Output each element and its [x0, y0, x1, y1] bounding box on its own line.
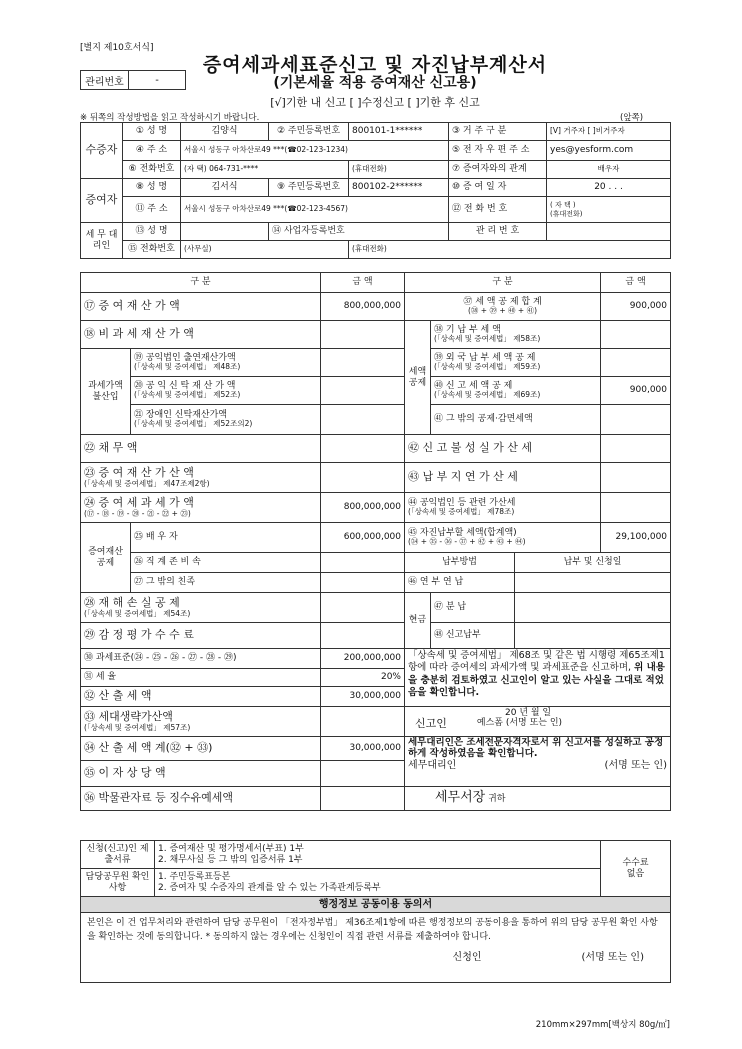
value-20[interactable] — [321, 377, 405, 405]
row-32: ㉜ 산 출 세 액 — [81, 687, 321, 707]
value-41[interactable] — [601, 405, 671, 435]
check-doc-2: 2. 증여자 및 수증자의 관계를 알 수 있는 가족관계등록부 — [158, 882, 381, 893]
row-18: ⑱ 비 과 세 재 산 가 액 — [81, 321, 321, 349]
submit-docs — [155, 841, 601, 869]
row-35: ㉟ 이 자 상 당 액 — [81, 761, 321, 787]
row-24-sub: (⑰ - ⑱ - ⑲ - ⑳ - ㉑ - ㉒ + ㉓) — [84, 508, 191, 518]
donor-date-label: ⑩ 증 여 일 자 — [449, 179, 547, 197]
row-38 — [431, 321, 601, 349]
value-27[interactable] — [321, 573, 405, 593]
recipient-rrn-label: ② 주민등록번호 — [269, 123, 349, 141]
value-48[interactable] — [515, 623, 671, 649]
row-44-label: ㊹ 공익법인 등 관련 가산세 — [408, 498, 516, 509]
row-28-sub: (「상속세 및 증여세법」 제54조) — [84, 608, 191, 618]
value-45[interactable]: 29,100,000 — [601, 523, 671, 553]
row-31: ㉛ 세 율 — [81, 669, 321, 687]
management-number-label: 관리번호 — [81, 71, 129, 89]
agent-confirm — [405, 737, 671, 787]
check-docs — [155, 869, 601, 897]
agent-mgmt[interactable] — [547, 223, 671, 241]
form-id: [별지 제10호서식] — [80, 43, 154, 53]
recipient-rrn[interactable]: 800101-1****** — [349, 123, 449, 141]
agent-phone-label: ⑮ 전화번호 — [123, 241, 181, 259]
declaration-bold: 위 내용을 충분히 검토하였고 신고인이 알고 있는 사실을 그대로 적었음을 확인합니다. — [408, 662, 665, 699]
consent-title: 행정정보 공동이용 동의서 — [81, 897, 671, 913]
submit-doc-2: 2. 채무사실 등 그 밖의 입증서류 1부 — [158, 854, 303, 865]
row-40-sub: (「상속세 및 증여세법」 제69조) — [434, 390, 541, 400]
value-38[interactable] — [601, 321, 671, 349]
row-28-label: ㉘ 재 해 손 실 공 제 — [84, 595, 180, 609]
row-41: ㊶ 그 밖의 공제·감면세액 — [431, 405, 601, 435]
donor-group: 증여자 — [81, 179, 123, 223]
row-42: ㊷ 신 고 불 성 실 가 산 세 — [405, 435, 601, 463]
value-43[interactable] — [601, 463, 671, 493]
value-21[interactable] — [321, 405, 405, 435]
instruction-note: ※ 뒤쪽의 작성방법을 읽고 작성하시기 바랍니다. — [80, 113, 260, 123]
recipient-group: 수증자 — [81, 123, 123, 179]
check-label: 담당공무원 확인사항 — [81, 869, 155, 897]
row-37-label: ㊲ 세 액 공 제 합 계 — [463, 297, 542, 308]
agent-group: 세 무 대리인 — [81, 223, 123, 259]
recipient-phone[interactable]: (자 택) 064-731-**** — [181, 161, 349, 179]
left-header-amount: 금 액 — [321, 273, 405, 293]
addin-group: 과세가액 불산입 — [81, 349, 131, 435]
tax-office — [405, 787, 671, 811]
value-47[interactable] — [515, 593, 671, 623]
filing-type[interactable]: [√]기한 내 신고 [ ]수정신고 [ ]기한 후 신고 — [270, 96, 480, 109]
donor-phone: ( 자 택 ) — [550, 201, 576, 210]
value-32[interactable]: 30,000,000 — [321, 687, 405, 707]
row-29: ㉙ 감 정 평 가 수 수 료 — [81, 623, 321, 649]
page-subtitle: (기본세율 적용 증여재산 신고용) — [273, 75, 477, 91]
recipient-residence-label: ③ 거 주 구 분 — [449, 123, 547, 141]
row-40 — [431, 377, 601, 405]
agent-phone[interactable]: (사무실) — [181, 241, 349, 259]
row-23-label: ㉓ 증 여 재 산 가 산 액 — [84, 465, 194, 479]
consent-sign[interactable]: (서명 또는 인) — [581, 952, 644, 963]
recipient-address[interactable]: 서울시 성동구 아차산로49 ***(☎02-123-1234) — [181, 141, 449, 161]
donor-address-label: ⑪ 주 소 — [123, 197, 181, 223]
value-25[interactable]: 600,000,000 — [321, 523, 405, 553]
recipient-relation-label: ⑦ 증여자와의 관계 — [449, 161, 547, 179]
value-22[interactable] — [321, 435, 405, 463]
row-30: ㉚ 과세표준(㉔ - ㉕ - ㉖ - ㉗ - ㉘ - ㉙) — [81, 649, 321, 669]
value-19[interactable] — [321, 349, 405, 377]
value-42[interactable] — [601, 435, 671, 463]
row-33-label: ㉝ 세대생략가산액 — [84, 709, 173, 723]
declaration-date[interactable]: 20 년 월 일 — [505, 708, 552, 718]
value-30[interactable]: 200,000,000 — [321, 649, 405, 669]
value-24[interactable]: 800,000,000 — [321, 493, 405, 523]
cash-group: 현금 — [405, 593, 431, 649]
row-26: ㉖ 직 계 존 비 속 — [131, 553, 321, 573]
recipient-address-label: ④ 주 소 — [123, 141, 181, 161]
donor-phone-cell[interactable] — [547, 197, 671, 223]
consent-text: 본인은 이 건 업무처리와 관련하여 담당 공무원이 「전자정부법」 제36조제1항에 따른 행정정보의 공동이용을 통하여 위의 담당 공무원 확인 사항을 확인하는 것에 동의합니다. * 동의하지 않는 경우에는 신청인이 직접 관련 서류를 제출하여야 합니다. — [87, 918, 658, 942]
value-39[interactable] — [601, 349, 671, 377]
applicant-sign[interactable]: 예스폼 (서명 또는 인) — [476, 718, 563, 729]
agent-mobile[interactable]: (휴대전화) — [349, 241, 671, 259]
row-25: ㉕ 배 우 자 — [131, 523, 321, 553]
row-24-label: ㉔ 증 여 세 과 세 가 액 — [84, 495, 194, 509]
row-20-label: ⑳ 공 익 신 탁 재 산 가 액 — [134, 381, 236, 392]
donor-rrn[interactable]: 800102-2****** — [349, 179, 449, 197]
consent-body — [81, 913, 671, 983]
row-44-sub: (「상속세 및 증여세법」 제78조) — [408, 507, 515, 517]
recipient-relation[interactable]: 배우자 — [547, 161, 671, 179]
consent-signer: 신청인 — [452, 952, 482, 963]
recipient-phone-label: ⑥ 전화번호 — [123, 161, 181, 179]
paper-spec: 210mm×297mm[백상지 80g/㎡] — [535, 1020, 670, 1030]
tax-office-name: 세무서장 — [435, 790, 486, 806]
row-43: ㊸ 납 부 지 연 가 산 세 — [405, 463, 601, 493]
row-23-sub: (「상속세 및 증여세법」 제47조제2항) — [84, 478, 210, 488]
agent-confirm-sign[interactable]: (서명 또는 인) — [604, 759, 668, 771]
value-46[interactable] — [515, 573, 671, 593]
agent-name[interactable] — [181, 223, 269, 241]
row-21-label: ㉑ 장애인 신탁재산가액 — [134, 410, 227, 421]
submit-doc-1: 1. 증여재산 및 평가명세서(부표) 1부 — [158, 844, 304, 855]
applicant-block — [405, 707, 671, 737]
donor-date[interactable]: 20 . . . — [547, 179, 671, 197]
page-title: 증여세과세표준신고 및 자진납부계산서 — [202, 54, 548, 76]
row-17: ⑰ 증 여 재 산 가 액 — [81, 293, 321, 321]
row-45 — [405, 523, 601, 553]
row-24 — [81, 493, 321, 523]
fee-label: 수수료 — [622, 858, 649, 869]
row-38-label: ㊳ 기 납 부 세 액 — [434, 325, 501, 336]
value-29[interactable] — [321, 623, 405, 649]
donor-name-label: ⑧ 성 명 — [123, 179, 181, 197]
value-37[interactable]: 900,000 — [601, 293, 671, 321]
agent-name-label: ⑬ 성 명 — [123, 223, 181, 241]
row-39-sub: (「상속세 및 증여세법」 제59조) — [434, 362, 541, 372]
pay-apply-header: 납부 및 신청일 — [515, 553, 671, 573]
row-39 — [431, 349, 601, 377]
tax-office-suffix: 귀하 — [488, 794, 506, 805]
agent-confirm-text: 세무대리인은 조세전문자격자로서 위 신고서를 성실하고 공정하게 작성하였음을 확인합니다. — [408, 737, 664, 759]
value-18[interactable] — [321, 321, 405, 349]
row-23 — [81, 463, 321, 493]
attachments-table — [80, 840, 671, 983]
applicant-label: 신고인 — [415, 717, 447, 731]
agent-confirm-label: 세무대리인 — [408, 759, 457, 771]
row-28 — [81, 593, 321, 623]
row-44 — [405, 493, 601, 523]
row-40-label: ㊵ 신 고 세 액 공 제 — [434, 381, 513, 392]
management-number-value[interactable]: - — [155, 74, 159, 86]
submit-label: 신청(신고)인 제출서류 — [81, 841, 155, 869]
recipient-mobile[interactable]: (휴대전화) — [349, 161, 449, 179]
recipient-email[interactable]: yes@yesform.com — [547, 141, 671, 161]
declaration — [405, 649, 671, 707]
right-header-amount: 금 액 — [601, 273, 671, 293]
value-40[interactable]: 900,000 — [601, 377, 671, 405]
agent-bizno-label: ⑭ 사업자등록번호 — [269, 223, 449, 241]
row-45-sub: (㉞ + ㉟ - ㊱ - ㊲ + ㊷ + ㊸ + ㊹) — [408, 537, 526, 547]
value-23[interactable] — [321, 463, 405, 493]
parties-table — [80, 122, 671, 259]
row-21 — [131, 405, 321, 435]
right-header-item: 구 분 — [405, 273, 601, 293]
value-34[interactable]: 30,000,000 — [321, 737, 405, 761]
calc-table — [80, 272, 671, 811]
row-46: ㊻ 연 부 연 납 — [405, 573, 515, 593]
value-31[interactable]: 20% — [321, 669, 405, 687]
tax-credit-group: 세액 공제 — [405, 321, 431, 435]
row-27: ㉗ 그 밖의 친족 — [131, 573, 321, 593]
row-20 — [131, 377, 321, 405]
row-19 — [131, 349, 321, 377]
row-34: ㉞ 산 출 세 액 계(㉜ + ㉝) — [81, 737, 321, 761]
recipient-residence[interactable]: [V] 거주자 [ ]비거주자 — [547, 123, 671, 141]
recipient-email-label: ⑤ 전 자 우 편 주 소 — [449, 141, 547, 161]
deduct-group: 증여재산공제 — [81, 523, 131, 593]
value-44[interactable] — [601, 493, 671, 523]
value-36[interactable] — [321, 787, 405, 811]
fee — [601, 841, 671, 897]
value-26[interactable] — [321, 553, 405, 573]
row-21-sub: (「상속세 및 증여세법」 제52조의2) — [134, 419, 253, 429]
row-39-label: ㊴ 외 국 납 부 세 액 공 제 — [434, 353, 536, 364]
value-35[interactable] — [321, 761, 405, 787]
value-33[interactable] — [321, 707, 405, 737]
row-47: ㊼ 분 납 — [431, 593, 515, 623]
recipient-name-label: ① 성 명 — [123, 123, 181, 141]
donor-phone-label: ⑫ 전 화 번 호 — [449, 197, 547, 223]
agent-mgmt-label: 관 리 번 호 — [449, 223, 547, 241]
page-side: (앞쪽) — [620, 113, 644, 123]
row-19-sub: (「상속세 및 증여세법」 제48조) — [134, 362, 241, 372]
pay-method-header: 납부방법 — [405, 553, 515, 573]
donor-mobile: (휴대전화) — [550, 209, 583, 218]
management-number-box — [80, 70, 186, 90]
row-38-sub: (「상속세 및 증여세법」 제58조) — [434, 334, 541, 344]
row-45-label: ㊺ 자진납부할 세액(합계액) — [408, 528, 517, 539]
value-28[interactable] — [321, 593, 405, 623]
row-22: ㉒ 채 무 액 — [81, 435, 321, 463]
recipient-name[interactable]: 김양식 — [181, 123, 269, 141]
row-33-sub: (「상속세 및 증여세법」 제57조) — [84, 722, 191, 732]
value-17[interactable]: 800,000,000 — [321, 293, 405, 321]
row-48: ㊽ 신고납부 — [431, 623, 515, 649]
declaration-text: 「상속세 및 증여세법」 제68조 및 같은 법 시행령 제65조제1항에 따라 증여세의 과세가액 및 과세표준을 신고하며, — [408, 650, 665, 674]
row-37 — [405, 293, 601, 321]
check-doc-1: 1. 주민등록표등본 — [158, 872, 231, 883]
row-33 — [81, 707, 321, 737]
donor-name[interactable]: 김서식 — [181, 179, 269, 197]
donor-rrn-label: ⑨ 주민등록번호 — [269, 179, 349, 197]
row-20-sub: (「상속세 및 증여세법」 제52조) — [134, 390, 241, 400]
left-header-item: 구 분 — [81, 273, 321, 293]
fee-value: 없음 — [626, 868, 645, 879]
row-19-label: ⑲ 공익법인 출연재산가액 — [134, 353, 236, 364]
row-36: ㊱ 박물관자료 등 징수유예세액 — [81, 787, 321, 811]
donor-address[interactable]: 서울시 성동구 아차산로49 ***(☎02-123-4567) — [181, 197, 449, 223]
row-37-sub: (㊳ + ㊴ + ㊵ + ㊶) — [468, 306, 538, 316]
